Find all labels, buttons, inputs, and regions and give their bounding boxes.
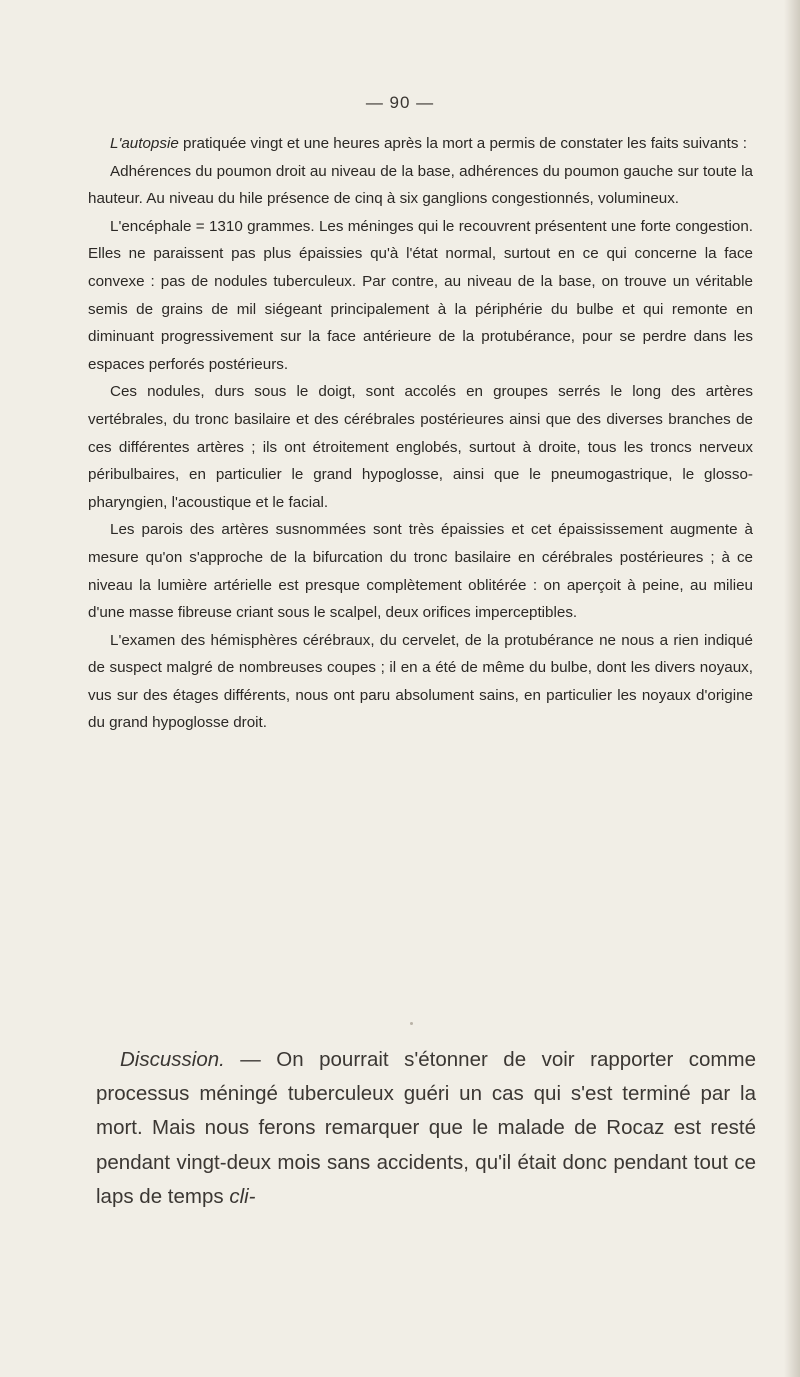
page-number: — 90 — — [365, 93, 435, 112]
page-edge-shadow — [784, 0, 800, 1377]
paragraph-nodules: Ces nodules, durs sous le doigt, sont accolés en groupes serrés le long des artères vertébrales, du tronc basilaire et des cérébrales postérieures ainsi que des diverses branches de ces différentes artères ; ils ont étroitement englobés, surtout à droite, tous les troncs nerveux péribulbaires, en particulier le grand hypoglosse, ainsi que le pneumogastrique, le glosso-pharyngien, l'acoustique et le facial. — [88, 383, 753, 511]
paragraph-autopsy-intro — [88, 130, 753, 158]
autopsy-report-text — [88, 130, 753, 737]
autopsy-italic-term: L'autopsie — [110, 135, 179, 152]
paragraph-encephalon: L'encéphale = 1310 grammes. Les méninges qui le recouvrent présentent une forte congestion. Elles ne paraissent pas plus épaissies qu'à l'état normal, surtout en ce qui concerne la face convexe : pas de nodules tuberculeux. Par contre, au niveau de la base, on trouve un véritable semis de grains de mil siégeant principalement à la périphérie du bulbe et qui remonte en diminuant progressivement sur la face antérieure de la protubérance, pour se perdre dans les espaces perforés postérieurs. — [88, 217, 753, 373]
paragraph-artery-walls: Les parois des artères susnommées sont très épaissies et cet épaississement augmente à mesure qu'on s'approche de la bifurcation du tronc basilaire en cérébrales postérieures ; à ce niveau la lumière artérielle est presque complètement oblitérée : on aperçoit à peine, au milieu d'une masse fibreuse criant sous le scalpel, deux orifices imperceptibles. — [88, 521, 753, 622]
discussion-text: — On pourrait s'étonner de voir rapporter comme processus méningé tuberculeux guéri un cas qui s'est terminé par la mort. Mais nous ferons remarquer que le malade de Rocaz est resté pendant vingt-deux mois sans accidents, qu'il était donc pendant tout ce laps de temps — [96, 1048, 756, 1208]
paragraph-hemisphere-exam: L'examen des hémisphères cérébraux, du cervelet, de la protubérance ne nous a rien indiqué de suspect malgré de nombreuses coupes ; il en a été de même du bulbe, dont les divers noyaux, vus sur des étages différents, nous ont paru absolument sains, en particulier les noyaux d'origine du grand hypoglosse droit. — [88, 631, 753, 732]
paragraph-lung-adhesions: Adhérences du poumon droit au niveau de la base, adhérences du poumon gauche sur toute la hauteur. Au niveau du hile présence de cinq à six ganglions congestionnés, volumineux. — [88, 162, 753, 208]
discussion-heading: Discussion. — [120, 1048, 225, 1071]
section-separator-dot — [410, 1022, 413, 1025]
paragraph-1-rest: pratiquée vingt et une heures après la mort a permis de constater les faits suivants : — [178, 135, 747, 152]
discussion-trailing-word: cli- — [229, 1184, 256, 1208]
discussion-section — [96, 1043, 756, 1214]
discussion-paragraph — [96, 1043, 756, 1214]
